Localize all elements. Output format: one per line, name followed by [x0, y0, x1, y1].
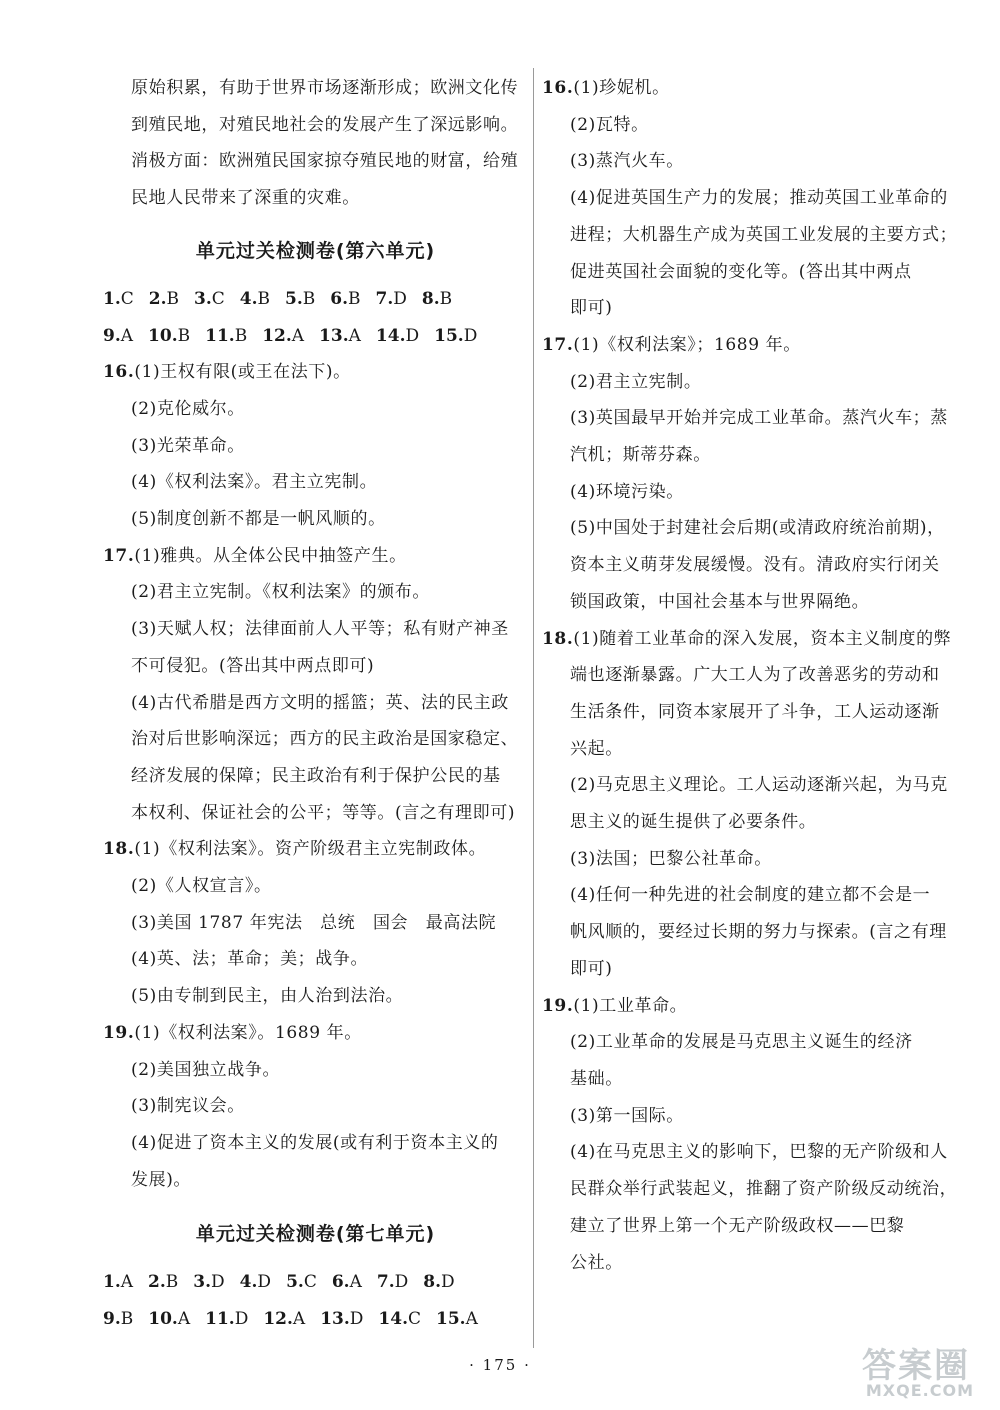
answer-line: [542, 327, 967, 364]
answer-line: [103, 464, 528, 501]
mc-answer: 2.B: [148, 288, 180, 309]
answer-text: 本权利、保证社会的公平；等等。(言之有理即可): [131, 802, 516, 823]
answer-text: (3)法国；巴黎公社革命。: [570, 848, 772, 869]
answer-line: [542, 290, 967, 327]
question-number: 16.: [542, 78, 574, 98]
answer-text: (2)《人权宣言》。: [131, 876, 272, 897]
answer-text: (2)君主立宪制。: [570, 371, 702, 392]
answer-line: [103, 1088, 528, 1125]
answer-line: [103, 1052, 528, 1089]
answer-text: 汽机；斯蒂芬森。: [570, 445, 711, 466]
answer-line: [542, 914, 967, 951]
answer-text: (1)工业革命。: [573, 995, 688, 1016]
answer-text: (2)工业革命的发展是马克思主义诞生的经济: [570, 1032, 913, 1053]
answer-line: [103, 143, 528, 180]
answer-text: (2)瓦特。: [570, 114, 649, 135]
answer-line: [542, 254, 967, 291]
answer-text: (1)《权利法案》；1689 年。: [573, 334, 801, 355]
answer-line: [542, 364, 967, 401]
answer-text: (2)克伦威尔。: [131, 398, 245, 419]
answer-line: [103, 428, 528, 465]
answer-line: [542, 107, 967, 144]
answer-line: [103, 354, 528, 391]
answer-line: [542, 217, 967, 254]
answer-text: (4)促进了资本主义的发展(或有利于资本主义的: [131, 1132, 499, 1153]
answer-text: 即可): [570, 298, 613, 319]
answer-line: [542, 694, 967, 731]
answer-line: [542, 143, 967, 180]
right-column: [542, 70, 967, 1281]
answer-text: (2)马克思主义理论。工人运动逐渐兴起，为马克: [570, 775, 948, 796]
answer-line: [103, 941, 528, 978]
mc-answer: 15.D: [434, 325, 478, 346]
answer-line: [103, 180, 528, 217]
answer-line: [103, 721, 528, 758]
answer-text: 即可): [570, 958, 613, 979]
left-column: [103, 70, 528, 1338]
answer-line: [542, 1171, 967, 1208]
answer-line: [542, 841, 967, 878]
answer-line: [103, 795, 528, 832]
watermark-url: MXQE.COM: [865, 1381, 974, 1400]
unit7-mc-row-2: [103, 1301, 528, 1338]
answer-text: (4)古代希腊是西方文明的摇篮；英、法的民主政: [131, 692, 509, 713]
answer-text: (2)君主立宪制。《权利法案》的颁布。: [131, 582, 430, 603]
answer-text: 基础。: [570, 1068, 623, 1089]
answer-text: 原始积累，有助于世界市场逐渐形成；欧洲文化传: [131, 78, 519, 98]
mc-answer: 7.D: [375, 288, 407, 309]
watermark-logo: [803, 1338, 978, 1400]
mc-answer: 8.B: [421, 288, 453, 309]
question-number: 18.: [103, 839, 135, 860]
mc-answer: 1.A: [103, 1272, 134, 1293]
watermark-text: 答案圈: [862, 1346, 970, 1386]
question-number: 17.: [103, 545, 135, 566]
mc-answer: 6.B: [330, 288, 361, 309]
question-number: 18.: [542, 628, 574, 649]
column-divider: [533, 68, 534, 1348]
mc-answer: 15.A: [436, 1309, 478, 1330]
answer-line: [542, 547, 967, 584]
answer-text: 帆风顺的，要经过长期的努力与探索。(言之有理: [570, 922, 947, 943]
mc-answer: 6.A: [331, 1272, 362, 1293]
answer-text: 兴起。: [570, 738, 623, 759]
unit7-heading: 单元过关检测卷(第七单元): [195, 1223, 436, 1246]
answer-line: [542, 1134, 967, 1171]
answer-line: [542, 1061, 967, 1098]
mc-answer: 11.D: [205, 1309, 249, 1330]
answer-text: 进程；大机器生产成为英国工业发展的主要方式；: [570, 224, 958, 245]
mc-answer: 13.A: [319, 325, 361, 346]
mc-answer: 12.A: [263, 1309, 306, 1330]
mc-answer: 5.C: [286, 1272, 317, 1293]
answer-line: [542, 877, 967, 914]
answer-text: (5)由专制到民主，由人治到法治。: [131, 986, 404, 1007]
answer-line: [542, 510, 967, 547]
answer-text: (4)在马克思主义的影响下，巴黎的无产阶级和人: [570, 1142, 948, 1163]
answer-text: (1)《权利法案》。资产阶级君主立宪制政体。: [134, 839, 487, 860]
answer-line: [542, 988, 967, 1025]
answer-text: 不可侵犯。(答出其中两点即可): [131, 655, 375, 676]
question-number: 19.: [542, 995, 574, 1016]
mc-answer: 9.A: [103, 325, 134, 346]
unit6-answers: [103, 354, 528, 1198]
answer-line: [542, 474, 967, 511]
answer-text: (1)雅典。从全体公民中抽签产生。: [134, 545, 407, 566]
answer-text: 民群众举行武装起义，推翻了资产阶级反动统治，: [570, 1179, 958, 1200]
mc-answer: 8.D: [423, 1272, 455, 1293]
answer-text: (1)随着工业革命的深入发展，资本主义制度的弊: [573, 628, 952, 649]
answer-text: 建立了世界上第一个无产阶级政权——巴黎: [570, 1215, 905, 1236]
answer-line: [542, 584, 967, 621]
page-number: · 175 ·: [469, 1356, 531, 1374]
question-number: 17.: [542, 334, 574, 355]
answer-text: (3)光荣革命。: [131, 435, 245, 456]
mc-answer: 14.D: [375, 325, 420, 346]
answer-line: [103, 611, 528, 648]
answer-text: (3)美国 1787 年宪法 总统 国会 最高法院: [131, 912, 497, 933]
mc-answer: 10.A: [148, 1309, 191, 1330]
answer-line: [542, 621, 967, 658]
answer-line: [542, 1098, 967, 1135]
answer-line: [103, 574, 528, 611]
answer-line: [103, 648, 528, 685]
answer-text: (4)促进英国生产力的发展；推动英国工业革命的: [570, 188, 948, 209]
answer-text: (4)《权利法案》。君主立宪制。: [131, 472, 378, 493]
unit6-heading: 单元过关检测卷(第六单元): [195, 239, 436, 262]
answer-line: [103, 1015, 528, 1052]
answer-text: (3)制宪议会。: [131, 1096, 245, 1117]
mc-answer: 9.B: [103, 1309, 134, 1330]
answer-line: [103, 501, 528, 538]
mc-answer: 3.C: [194, 288, 225, 309]
unit7-answers: [542, 70, 967, 1281]
question-number: 19.: [103, 1022, 135, 1043]
answer-line: [103, 685, 528, 722]
answer-text: (2)美国独立战争。: [131, 1059, 281, 1080]
answer-text: (4)英、法；革命；美；战争。: [131, 949, 369, 970]
answer-text: 公社。: [570, 1252, 623, 1273]
mc-answer: 5.B: [285, 288, 316, 309]
answer-line: [542, 657, 967, 694]
answer-line: [103, 1125, 528, 1162]
answer-text: 端也逐渐暴露。广大工人为了改善恶劣的劳动和: [570, 665, 940, 686]
answer-text: (4)任何一种先进的社会制度的建立都不会是一: [570, 885, 931, 906]
answer-text: 思主义的诞生提供了必要条件。: [570, 812, 817, 833]
unit6-mc-row-1: [103, 281, 528, 318]
mc-answer: 11.B: [205, 325, 248, 346]
answer-line: [103, 538, 528, 575]
answer-text: 促进英国社会面貌的变化等。(答出其中两点: [570, 261, 912, 282]
mc-answer: 10.B: [148, 325, 191, 346]
answer-line: [103, 905, 528, 942]
answer-line: [103, 831, 528, 868]
mc-answer: 4.D: [239, 1272, 272, 1293]
answer-line: [542, 1024, 967, 1061]
unit6-mc-row-2: [103, 318, 528, 355]
mc-answer: 2.B: [148, 1272, 179, 1293]
answer-text: (3)蒸汽火车。: [570, 151, 684, 172]
answer-line: [542, 437, 967, 474]
answer-line: [103, 978, 528, 1015]
mc-answer: 13.D: [320, 1309, 364, 1330]
answer-text: 到殖民地，对殖民地社会的发展产生了深远影响。: [131, 114, 519, 135]
answer-text: 发展)。: [131, 1169, 192, 1190]
answer-line: [542, 400, 967, 437]
answer-line: [103, 391, 528, 428]
answer-line: [103, 70, 528, 107]
answer-line: [103, 868, 528, 905]
answer-line: [542, 180, 967, 217]
answer-text: 民地人民带来了深重的灾难。: [131, 188, 360, 209]
answer-text: (1)《权利法案》。1689 年。: [134, 1022, 362, 1043]
mc-answer: 3.D: [193, 1272, 225, 1293]
answer-line: [103, 1162, 528, 1199]
answer-line: [103, 758, 528, 795]
answer-text: (5)制度创新不都是一帆风顺的。: [131, 509, 386, 530]
mc-answer: 4.B: [239, 288, 271, 309]
answer-line: [542, 1245, 967, 1282]
answer-text: 消极方面：欧洲殖民国家掠夺殖民地的财富，给殖: [131, 151, 519, 172]
left-continuation-text: [103, 70, 528, 217]
answer-line: [542, 804, 967, 841]
answer-text: (4)环境污染。: [570, 481, 684, 502]
answer-line: [542, 1208, 967, 1245]
answer-text: 锁国政策，中国社会基本与世界隔绝。: [570, 591, 870, 612]
answer-text: (3)天赋人权；法律面前人人平等；私有财产神圣: [131, 619, 509, 640]
answer-line: [542, 767, 967, 804]
answer-line: [542, 70, 967, 107]
answer-text: 经济发展的保障；民主政治有利于保护公民的基: [131, 765, 501, 786]
answer-text: 资本主义萌芽发展缓慢。没有。清政府实行闭关: [570, 555, 940, 576]
unit7-mc-row-1: [103, 1264, 528, 1301]
answer-line: [542, 951, 967, 988]
mc-answer: 12.A: [262, 325, 305, 346]
mc-answer: 7.D: [376, 1272, 409, 1293]
mc-answer: 14.C: [378, 1309, 421, 1330]
answer-text: 生活条件，同资本家展开了斗争，工人运动逐渐: [570, 701, 940, 722]
answer-text: 治对后世影响深远；西方的民主政治是国家稳定、: [131, 729, 519, 750]
answer-line: [103, 107, 528, 144]
question-number: 16.: [103, 362, 135, 383]
answer-text: (1)王权有限(或王在法下)。: [134, 362, 351, 383]
answer-text: (1)珍妮机。: [573, 78, 670, 98]
answer-line: [542, 731, 967, 768]
answer-text: (3)第一国际。: [570, 1105, 684, 1126]
answer-text: (3)英国最早开始并完成工业革命。蒸汽火车；蒸: [570, 408, 948, 429]
answer-text: (5)中国处于封建社会后期(或清政府统治前期)，: [570, 518, 945, 539]
mc-answer: 1.C: [103, 288, 134, 309]
